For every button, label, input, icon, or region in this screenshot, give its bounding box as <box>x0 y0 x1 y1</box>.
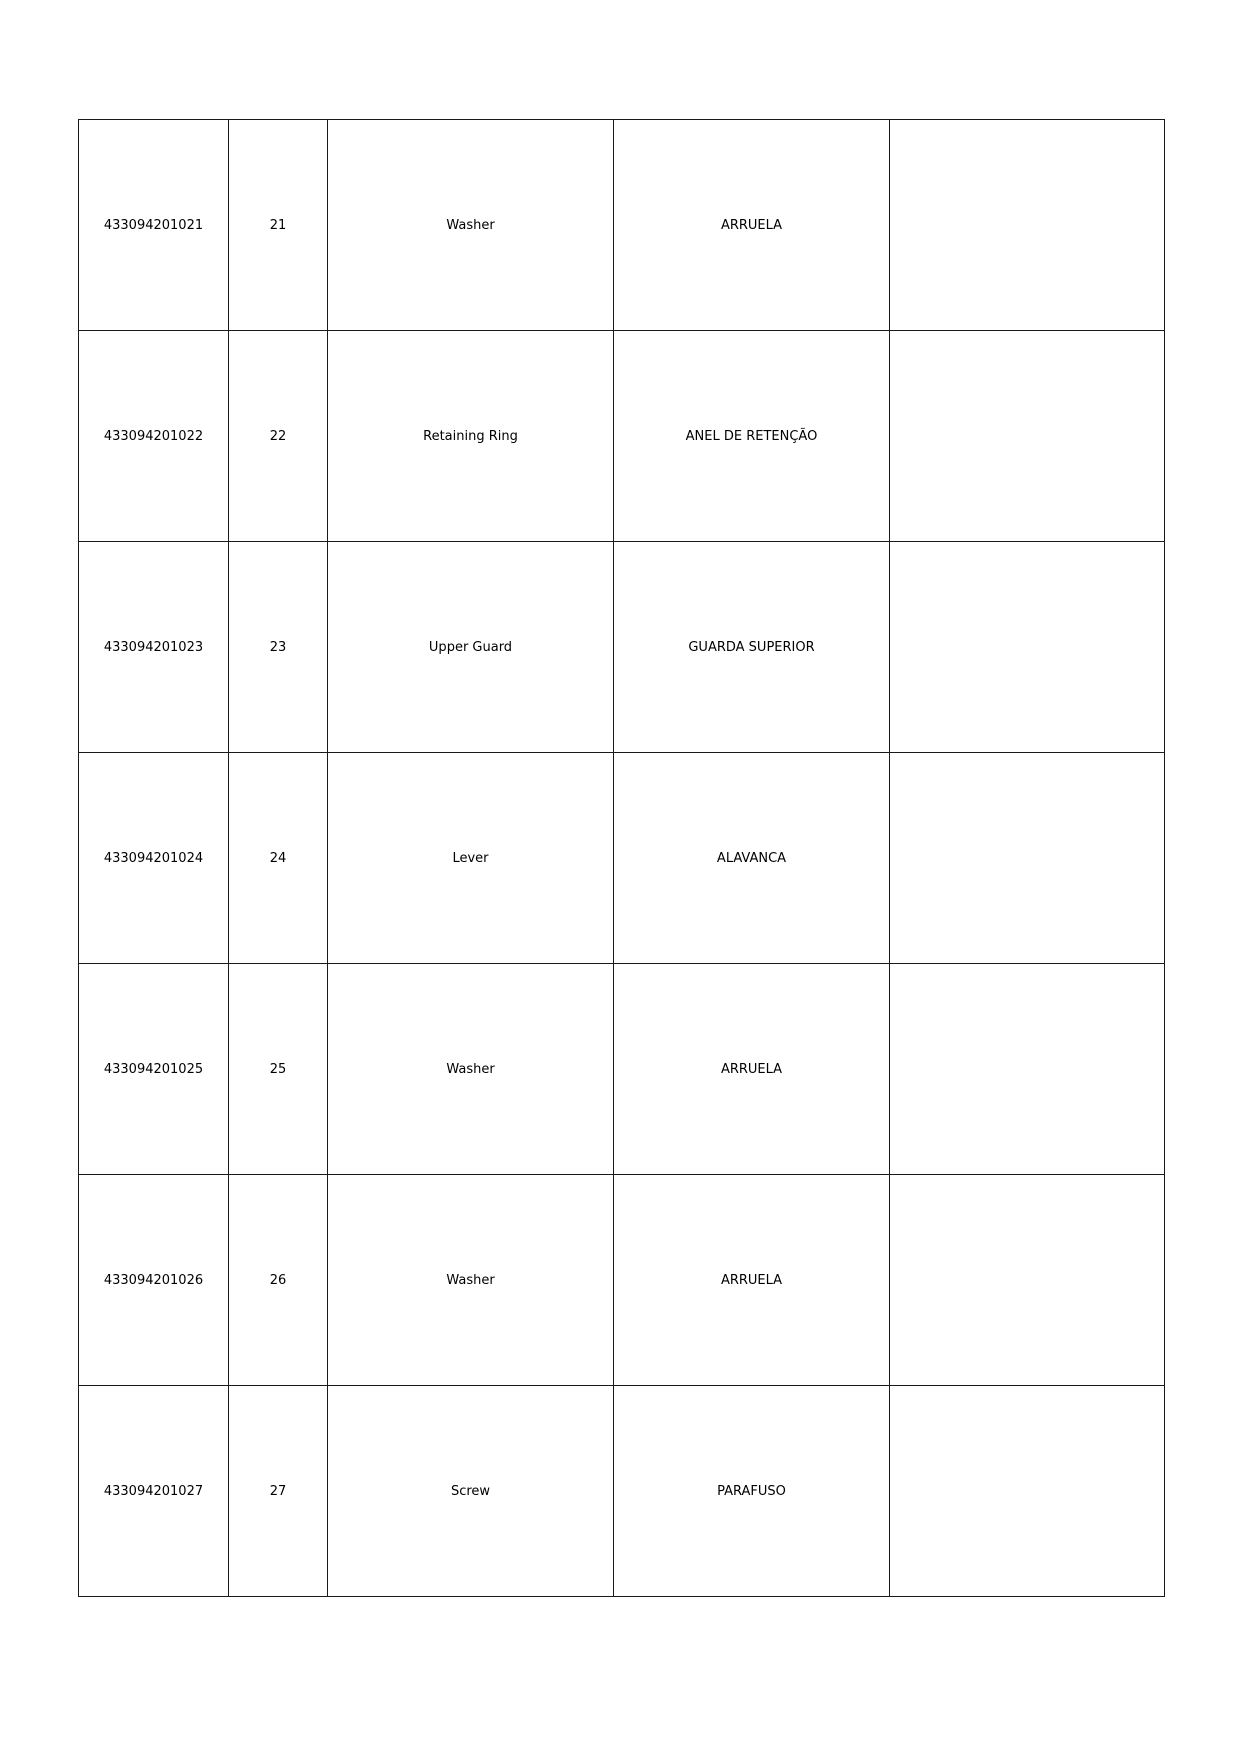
portuguese-name-cell: ARRUELA <box>614 120 890 331</box>
portuguese-name-cell: ANEL DE RETENÇÃO <box>614 331 890 542</box>
item-number-cell: 23 <box>229 542 328 753</box>
part-code-cell: 433094201023 <box>79 542 229 753</box>
portuguese-name-cell: GUARDA SUPERIOR <box>614 542 890 753</box>
english-name-cell: Washer <box>328 1175 614 1386</box>
table-row <box>79 1386 1165 1597</box>
table-row <box>79 120 1165 331</box>
notes-cell <box>890 1175 1165 1386</box>
part-code-cell: 433094201021 <box>79 120 229 331</box>
portuguese-name-cell: ARRUELA <box>614 964 890 1175</box>
part-code-cell: 433094201025 <box>79 964 229 1175</box>
part-code-cell: 433094201026 <box>79 1175 229 1386</box>
item-number-cell: 27 <box>229 1386 328 1597</box>
item-number-cell: 21 <box>229 120 328 331</box>
table-row <box>79 753 1165 964</box>
english-name-cell: Lever <box>328 753 614 964</box>
table-row <box>79 964 1165 1175</box>
notes-cell <box>890 120 1165 331</box>
portuguese-name-cell: ALAVANCA <box>614 753 890 964</box>
english-name-cell: Screw <box>328 1386 614 1597</box>
english-name-cell: Upper Guard <box>328 542 614 753</box>
item-number-cell: 25 <box>229 964 328 1175</box>
notes-cell <box>890 964 1165 1175</box>
part-code-cell: 433094201022 <box>79 331 229 542</box>
table-row <box>79 1175 1165 1386</box>
english-name-cell: Retaining Ring <box>328 331 614 542</box>
parts-table-body <box>79 120 1165 1597</box>
item-number-cell: 22 <box>229 331 328 542</box>
part-code-cell: 433094201024 <box>79 753 229 964</box>
notes-cell <box>890 331 1165 542</box>
item-number-cell: 24 <box>229 753 328 964</box>
table-row <box>79 542 1165 753</box>
parts-table <box>78 119 1165 1597</box>
english-name-cell: Washer <box>328 964 614 1175</box>
english-name-cell: Washer <box>328 120 614 331</box>
item-number-cell: 26 <box>229 1175 328 1386</box>
notes-cell <box>890 1386 1165 1597</box>
table-row <box>79 331 1165 542</box>
notes-cell <box>890 753 1165 964</box>
portuguese-name-cell: ARRUELA <box>614 1175 890 1386</box>
part-code-cell: 433094201027 <box>79 1386 229 1597</box>
portuguese-name-cell: PARAFUSO <box>614 1386 890 1597</box>
notes-cell <box>890 542 1165 753</box>
